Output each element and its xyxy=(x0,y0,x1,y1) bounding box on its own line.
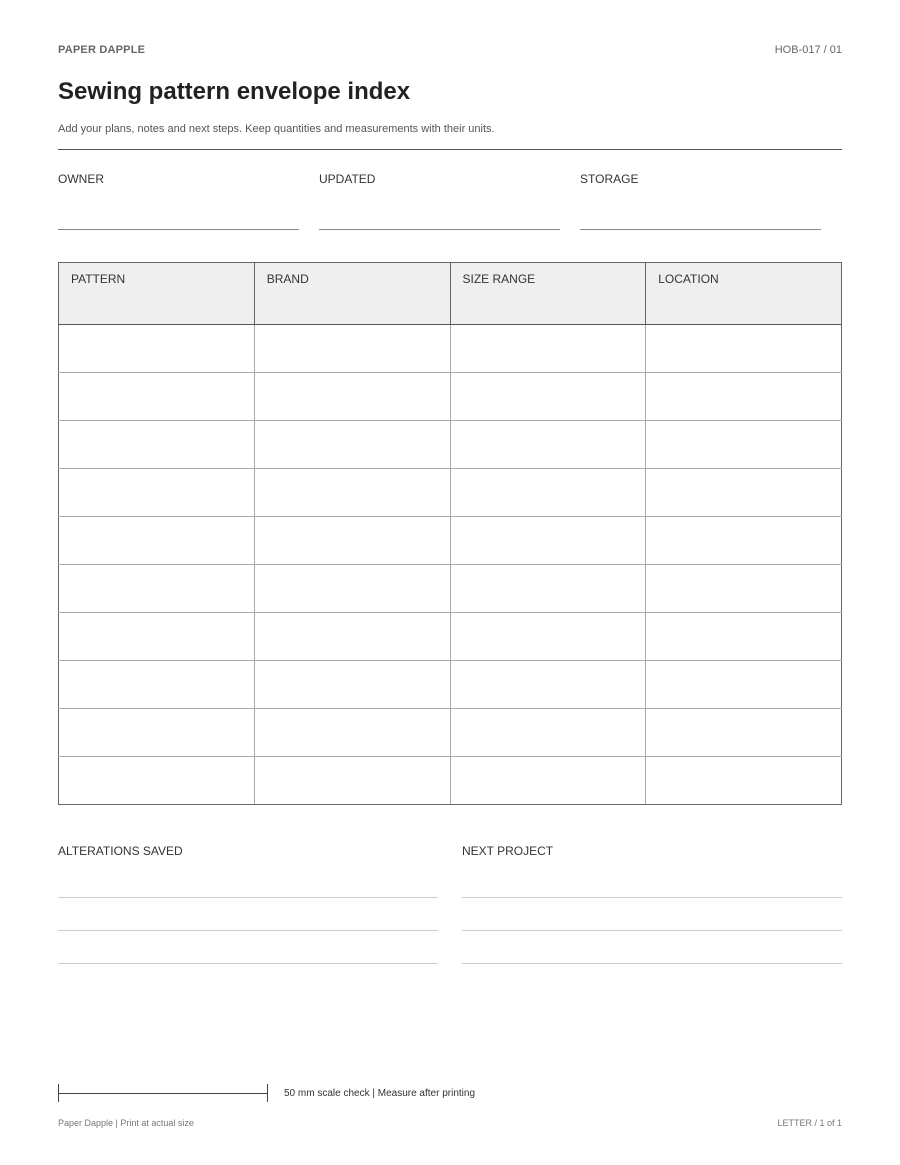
table-row xyxy=(59,661,842,709)
updated-write-line[interactable] xyxy=(319,229,560,230)
size-range-cell[interactable] xyxy=(450,325,646,373)
table-row xyxy=(59,613,842,661)
page-title: Sewing pattern envelope index xyxy=(58,78,411,105)
next-project-write-line[interactable] xyxy=(462,930,842,931)
brand-cell[interactable] xyxy=(254,757,450,805)
brand-cell[interactable] xyxy=(254,661,450,709)
column-header-pattern: PATTERN xyxy=(59,263,255,325)
size-range-cell[interactable] xyxy=(450,373,646,421)
next-project-write-line[interactable] xyxy=(462,897,842,898)
table-row xyxy=(59,709,842,757)
table-row xyxy=(59,421,842,469)
pattern-cell[interactable] xyxy=(59,517,255,565)
updated-label: UPDATED xyxy=(319,172,376,186)
brand-cell[interactable] xyxy=(254,613,450,661)
table-body xyxy=(59,325,842,805)
footer-page-info: LETTER / 1 of 1 xyxy=(777,1118,842,1128)
alterations-write-line[interactable] xyxy=(58,897,438,898)
owner-write-line[interactable] xyxy=(58,229,299,230)
pattern-cell[interactable] xyxy=(59,757,255,805)
alterations-saved-section xyxy=(58,844,438,858)
location-cell[interactable] xyxy=(646,661,842,709)
storage-field[interactable] xyxy=(580,172,821,230)
brand-cell[interactable] xyxy=(254,517,450,565)
column-header-location: LOCATION xyxy=(646,263,842,325)
owner-field[interactable] xyxy=(58,172,299,230)
size-range-cell[interactable] xyxy=(450,421,646,469)
pattern-cell[interactable] xyxy=(59,613,255,661)
alterations-write-line[interactable] xyxy=(58,963,438,964)
document-id: HOB-017 / 01 xyxy=(774,44,842,56)
next-project-write-line[interactable] xyxy=(462,963,842,964)
scale-end-tick xyxy=(267,1084,268,1102)
pattern-cell[interactable] xyxy=(59,325,255,373)
location-cell[interactable] xyxy=(646,469,842,517)
brand-cell[interactable] xyxy=(254,565,450,613)
header-divider xyxy=(58,149,842,150)
alterations-saved-label: ALTERATIONS SAVED xyxy=(58,844,183,858)
size-range-cell[interactable] xyxy=(450,469,646,517)
pattern-table xyxy=(58,262,842,805)
location-cell[interactable] xyxy=(646,757,842,805)
brand-cell[interactable] xyxy=(254,421,450,469)
table-row xyxy=(59,757,842,805)
location-cell[interactable] xyxy=(646,517,842,565)
size-range-cell[interactable] xyxy=(450,613,646,661)
pattern-cell[interactable] xyxy=(59,373,255,421)
updated-field[interactable] xyxy=(319,172,560,230)
location-cell[interactable] xyxy=(646,709,842,757)
worksheet-page xyxy=(58,0,842,1165)
size-range-cell[interactable] xyxy=(450,517,646,565)
location-cell[interactable] xyxy=(646,373,842,421)
table-row xyxy=(59,565,842,613)
location-cell[interactable] xyxy=(646,421,842,469)
storage-label: STORAGE xyxy=(580,172,639,186)
storage-write-line[interactable] xyxy=(580,229,821,230)
pattern-cell[interactable] xyxy=(59,565,255,613)
table-row xyxy=(59,373,842,421)
scale-check-text: 50 mm scale check | Measure after printing xyxy=(284,1088,476,1099)
owner-label: OWNER xyxy=(58,172,104,186)
location-cell[interactable] xyxy=(646,613,842,661)
table-row xyxy=(59,517,842,565)
pattern-cell[interactable] xyxy=(59,661,255,709)
table-row xyxy=(59,469,842,517)
brand-name: PAPER DAPPLE xyxy=(58,44,146,56)
location-cell[interactable] xyxy=(646,325,842,373)
size-range-cell[interactable] xyxy=(450,565,646,613)
size-range-cell[interactable] xyxy=(450,709,646,757)
pattern-cell[interactable] xyxy=(59,421,255,469)
brand-cell[interactable] xyxy=(254,469,450,517)
scale-line xyxy=(58,1093,267,1094)
next-project-section xyxy=(462,844,842,858)
column-header-size-range: SIZE RANGE xyxy=(450,263,646,325)
alterations-write-line[interactable] xyxy=(58,930,438,931)
size-range-cell[interactable] xyxy=(450,757,646,805)
brand-cell[interactable] xyxy=(254,709,450,757)
scale-check-bar xyxy=(58,1084,268,1102)
column-header-brand: BRAND xyxy=(254,263,450,325)
brand-cell[interactable] xyxy=(254,373,450,421)
size-range-cell[interactable] xyxy=(450,661,646,709)
pattern-cell[interactable] xyxy=(59,709,255,757)
table-header-row xyxy=(59,263,842,325)
brand-cell[interactable] xyxy=(254,325,450,373)
table-row xyxy=(59,325,842,373)
page-subtitle: Add your plans, notes and next steps. Keep quantities and measurements with their units. xyxy=(58,123,495,135)
location-cell[interactable] xyxy=(646,565,842,613)
footer-brand-note: Paper Dapple | Print at actual size xyxy=(58,1118,194,1128)
next-project-label: NEXT PROJECT xyxy=(462,844,554,858)
pattern-cell[interactable] xyxy=(59,469,255,517)
